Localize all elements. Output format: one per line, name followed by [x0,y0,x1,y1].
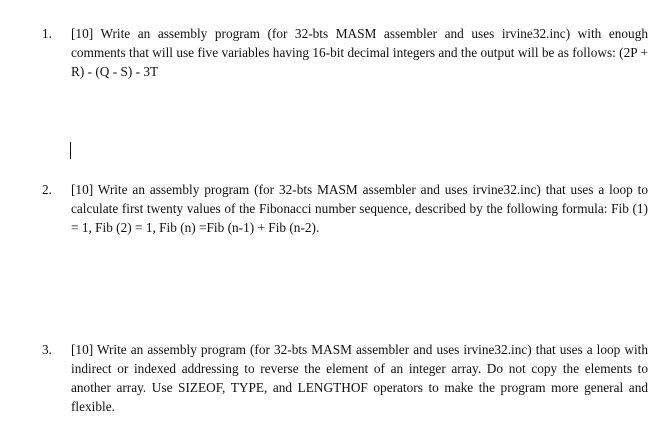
question-2 [42,180,648,237]
question-3-text: [10] Write an assembly program (for 32-bts MASM assembler and uses irvine32.inc) that uses a loop with indirect or indexed addressing to reverse the element of an integer array. Do not copy the elements to another array. Use SIZEOF, TYPE, and LENGTHOF operators to make the program more general and flexible. [71,342,648,414]
question-3 [42,340,648,416]
question-2-number: 2. [42,182,52,197]
question-1-text: [10] Write an assembly program (for 32-bts MASM assembler and uses irvine32.inc) with enough comments that will use five variables having 16-bit decimal integers and the output will be as follows: (2P + R) - (Q - S) - 3T [71,26,648,79]
text-cursor [70,142,71,159]
question-1-number: 1. [42,26,52,41]
question-2-text: [10] Write an assembly program (for 32-bts MASM assembler and uses irvine32.inc) that uses a loop to calculate first twenty values of the Fibonacci number sequence, described by the following formula: Fib (1) = 1, Fib (2) = 1, Fib (n) =Fib (n-1) + Fib (n-2). [71,182,648,235]
question-1 [42,24,648,81]
question-3-number: 3. [42,342,52,357]
